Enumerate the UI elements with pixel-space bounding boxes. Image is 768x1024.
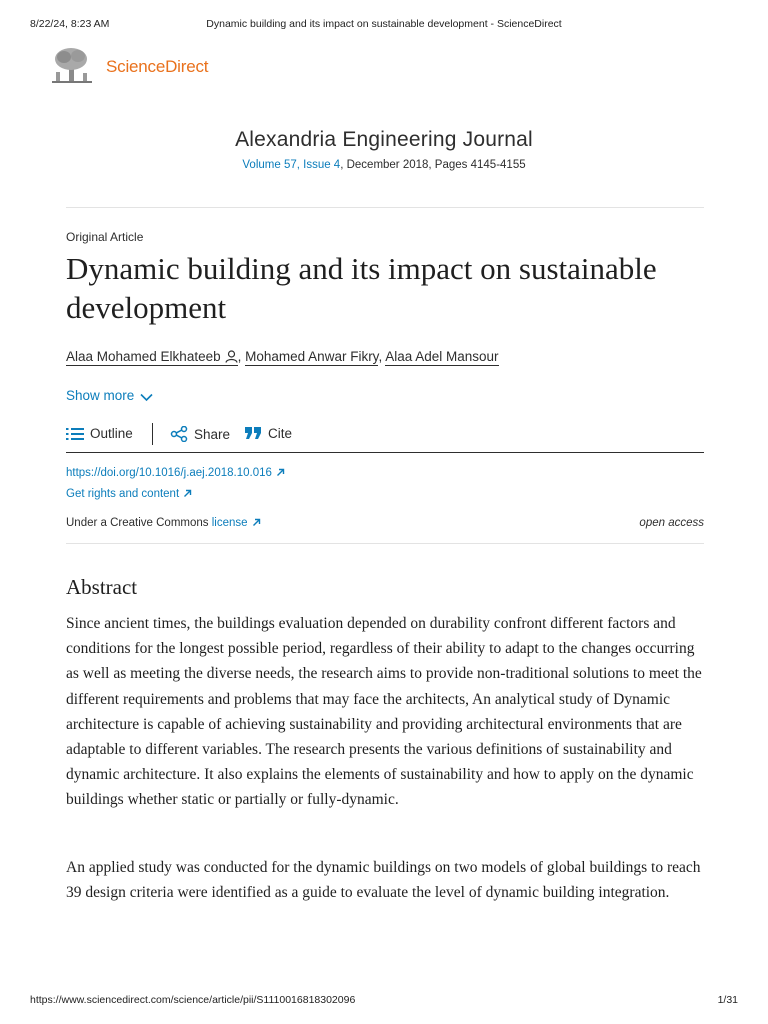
- sciencedirect-logo[interactable]: [50, 46, 250, 86]
- print-page-title: Dynamic building and its impact on sustainable development - ScienceDirect: [206, 18, 562, 30]
- outline-label: Outline: [90, 426, 133, 441]
- issue-date-pages: , December 2018, Pages 4145-4155: [340, 159, 526, 171]
- rights-link[interactable]: Get rights and content: [66, 488, 192, 500]
- author-link[interactable]: Mohamed Anwar Fikry: [245, 349, 379, 364]
- journal-meta: [0, 159, 768, 171]
- volume-issue-link[interactable]: Volume 57, Issue 4: [242, 159, 341, 171]
- elsevier-tree-icon: [50, 46, 94, 86]
- share-label: Share: [194, 426, 231, 442]
- person-icon: [225, 350, 238, 363]
- article-title: Dynamic building and its impact on sustainable development: [66, 251, 657, 325]
- show-more-button[interactable]: [66, 388, 153, 403]
- abstract-heading: Abstract: [66, 575, 138, 599]
- share-button[interactable]: [170, 426, 230, 442]
- external-link-icon: [252, 518, 261, 527]
- external-link-icon: [276, 468, 285, 477]
- chevron-down-icon: [140, 393, 153, 402]
- license-prefix: Under a Creative Commons: [66, 517, 212, 529]
- open-access-badge: open access: [639, 517, 704, 529]
- brand-name: ScienceDirect: [106, 57, 209, 76]
- author-link[interactable]: Alaa Mohamed Elkhateeb: [66, 349, 238, 366]
- author-list: [66, 349, 499, 364]
- print-datetime: 8/22/24, 8:23 AM: [30, 18, 110, 30]
- divider: [66, 207, 704, 208]
- doi-link[interactable]: https://doi.org/10.1016/j.aej.2018.10.016: [66, 467, 285, 479]
- author-separator: ,: [378, 349, 383, 364]
- quote-icon: [245, 427, 262, 440]
- print-page-number: 1/31: [717, 994, 738, 1006]
- outline-list-icon: [66, 427, 84, 441]
- print-header: [30, 18, 738, 32]
- author-link[interactable]: Alaa Adel Mansour: [385, 349, 499, 364]
- outline-button[interactable]: [66, 426, 133, 441]
- external-link-icon: [183, 489, 192, 498]
- show-more-label: Show more: [66, 388, 135, 403]
- abstract-paragraph: An applied study was conducted for the dynamic buildings on two models of global buildings to reach 39 design criteria were identified as a guide to evaluate the level of dynamic building integration.: [66, 859, 701, 902]
- license-link[interactable]: license: [212, 517, 261, 529]
- share-icon: [170, 426, 188, 442]
- article-toolbar: [66, 420, 704, 453]
- license-line: [66, 517, 261, 529]
- journal-name[interactable]: Alexandria Engineering Journal: [235, 128, 533, 151]
- toolbar-separator: [152, 423, 153, 445]
- cite-button[interactable]: [245, 426, 292, 441]
- abstract-paragraph: Since ancient times, the buildings evaluation depended on durability confront different factors and conditions for the longest possible period, regardless of their ability to adapt to the changes occurring as well as meeting the diverse needs, the research aims to provide non-traditional solutions to meet the different requirements and problems that may face the architects, An analytical study of Dynamic architecture is capable of achieving sustainability and providing architectural environments that are adaptable to different variables. The research presents the various definitions of sustainability and dynamic architecture. It also explains the elements of sustainability and how to apply on the dynamic buildings whether static or partially or fully-dynamic.: [66, 615, 702, 809]
- print-footer: [30, 994, 738, 1008]
- print-url: https://www.sciencedirect.com/science/article/pii/S1110016818302096: [30, 994, 356, 1006]
- cite-label: Cite: [268, 426, 293, 441]
- divider: [66, 543, 704, 544]
- journal-info: [0, 128, 768, 171]
- article-type: Original Article: [66, 230, 144, 244]
- author-separator: ,: [237, 349, 242, 364]
